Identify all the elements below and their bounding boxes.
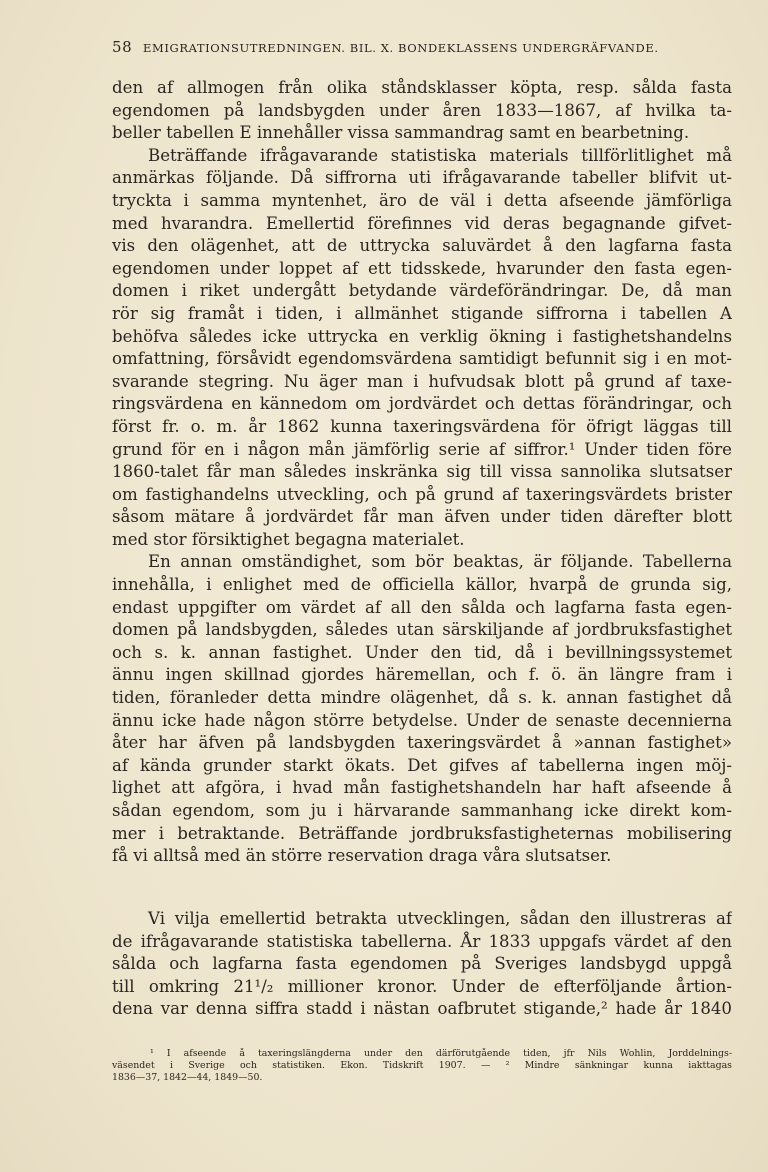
- text-line: med stor försiktighet begagna materialet.: [112, 529, 465, 549]
- text-line: dena var denna siffra stadd i nästan oafbrutet stigande,² hade år 1840: [112, 999, 732, 1019]
- text-line: tryckta i samma myntenhet, äro de väl i detta afseende jämförliga: [112, 190, 732, 210]
- text-line: behöfva således icke uttrycka en verklig ökning i fastighetshandelns: [112, 326, 732, 346]
- running-title: EMIGRATIONSUTREDNINGEN. BIL. X. BONDEKLASSENS UNDERGRÄFVANDE.: [143, 41, 659, 55]
- text-line: sådan egendom, som ju i härvarande sammanhang icke direkt kom-: [112, 801, 732, 820]
- text-line: En annan omständighet, som bör beaktas, är följande. Tabellerna: [148, 552, 732, 572]
- text-line: Vi vilja emellertid betrakta utvecklingen, sådan den illustreras af: [148, 909, 732, 928]
- text-line: först fr. o. m. år 1862 kunna taxeringsvärdena för öfrigt läggas till: [112, 416, 732, 436]
- text-line: med hvarandra. Emellertid förefinnes vid deras begagnande gifvet-: [112, 213, 732, 233]
- text-line: endast uppgifter om värdet af all den sålda och lagfarna fasta egen-: [112, 597, 732, 617]
- text-line: beller tabellen E innehåller vissa sammandrag samt en bearbetning.: [112, 123, 690, 143]
- text-line: om fastighandelns utveckling, och på grund af taxeringsvärdets brister: [112, 484, 732, 504]
- text-line: af kända grunder starkt ökats. Det gifves af tabellerna ingen möj-: [112, 755, 732, 775]
- footnotes: [112, 1048, 732, 1084]
- text-line: den af allmogen från olika ståndsklasser köpta, resp. sålda fasta: [112, 78, 732, 97]
- text-line: till omkring 21¹/₂ millioner kronor. Under de efterföljande årtion-: [112, 976, 732, 996]
- body-text-block-2: [112, 908, 732, 1021]
- text-line: Beträffande ifrågavarande statistiska materials tillförlitlighet må: [148, 145, 732, 165]
- text-line: domen på landsbygden, således utan särskiljande af jordbruksfastighet: [112, 620, 732, 640]
- text-line: svarande stegring. Nu äger man i hufvudsak blott på grund af taxe-: [112, 371, 732, 391]
- text-line: få vi alltså med än större reservation draga våra slutsatser.: [112, 846, 612, 866]
- footnote-line: väsendet i Sverige och statistiken. Ekon. Tidskrift 1907. — ² Mindre sänkningar kunna iakttagas: [112, 1060, 732, 1071]
- text-line: de ifrågavarande statistiska tabellerna. År 1833 uppgafs värdet af den: [112, 931, 732, 951]
- text-line: omfattning, försåvidt egendomsvärdena samtidigt befunnit sig i en mot-: [112, 349, 732, 369]
- text-line: rör sig framåt i tiden, i allmänhet stigande siffrorna i tabellen A: [112, 303, 732, 323]
- text-line: vis den olägenhet, att de uttrycka saluvärdet å den lagfarna fasta: [112, 236, 732, 256]
- text-line: innehålla, i enlighet med de officiella källor, hvarpå de grunda sig,: [112, 575, 732, 595]
- page-number: 58: [112, 38, 133, 56]
- text-line: åter har äfven på landsbygden taxeringsvärdet å »annan fastighet»: [112, 733, 732, 753]
- text-line: och s. k. annan fastighet. Under den tid, då i bevillningssystemet: [112, 642, 732, 662]
- text-line: ännu ingen skillnad gjordes häremellan, och f. ö. än längre fram i: [112, 665, 732, 685]
- text-line: ännu icke hade någon större betydelse. Under de senaste decennierna: [112, 710, 732, 730]
- text-line: domen i riket undergått betydande värdeförändringar. De, då man: [112, 281, 732, 301]
- text-line: anmärkas följande. Då siffrorna uti ifrågavarande tabeller blifvit ut-: [112, 168, 732, 188]
- text-line: egendomen på landsbygden under åren 1833—1867, af hvilka ta-: [112, 100, 732, 120]
- text-line: lighet att afgöra, i hvad mån fastighetshandeln har haft afseende å: [112, 778, 732, 798]
- text-line: ringsvärdena en kännedom om jordvärdet och dettas förändringar, och: [112, 394, 732, 414]
- text-line: sålda och lagfarna fasta egendomen på Sveriges landsbygd uppgå: [112, 954, 732, 974]
- text-line: mer i betraktande. Beträffande jordbruksfastigheternas mobilisering: [112, 823, 732, 843]
- footnote-line: 1836—37, 1842—44, 1849—50.: [112, 1072, 263, 1083]
- text-line: såsom mätare å jordvärdet får man äfven under tiden därefter blott: [112, 507, 732, 527]
- running-head: [112, 38, 732, 56]
- text-line: grund för en i någon mån jämförlig serie af siffror.¹ Under tiden före: [112, 439, 732, 459]
- text-line: egendomen under loppet af ett tidsskede, hvarunder den fasta egen-: [112, 258, 732, 278]
- text-line: tiden, föranleder detta mindre olägenhet, då s. k. annan fastighet då: [112, 688, 732, 708]
- body-text-block-1: [112, 77, 732, 868]
- text-line: 1860-talet får man således inskränka sig till vissa sannolika slutsatser: [112, 462, 732, 482]
- footnote-line: ¹ I afseende å taxeringslängderna under den därförutgående tiden, jfr Nils Wohlin, Jorddelnings-: [150, 1048, 732, 1059]
